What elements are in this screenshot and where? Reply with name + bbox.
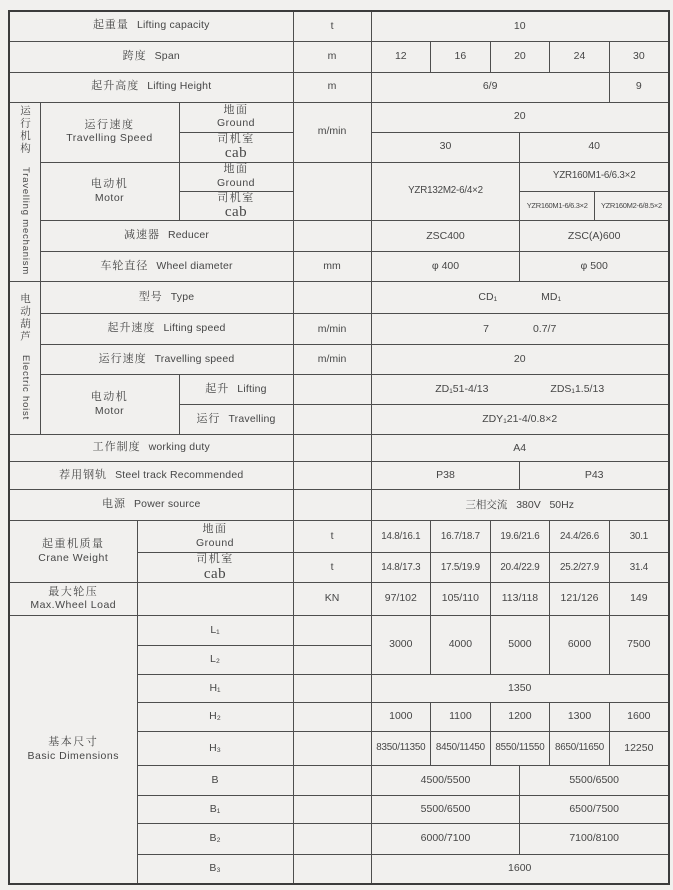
hoist-type-label (40, 282, 293, 314)
basic-dimensions-label (9, 616, 137, 884)
working-duty-label-en: working duty (148, 441, 210, 454)
wheel-diameter-label-zh: 车轮直径 (100, 259, 149, 272)
hoist-type-value-1: CD₁ (478, 291, 498, 304)
hoist-motor-lifting-unit-empty (293, 375, 371, 405)
steel-track-unit-empty (293, 462, 371, 490)
dim-l-value: 6000 (550, 616, 610, 675)
hoist-travelling-speed-label-zh: 运行速度 (98, 352, 147, 365)
max-wheel-load-value: 149 (609, 583, 669, 616)
basic-dimensions-label-zh: 基本尺寸 (48, 735, 99, 748)
wheel-diameter-left-value: φ 400 (371, 252, 520, 282)
mech-motor-label-en: Motor (94, 191, 125, 204)
steel-track-label-en: Steel track Recommended (115, 468, 244, 481)
crane-weight-cab-value: 20.4/22.9 (490, 553, 550, 583)
dim-l1-label: L₁ (137, 616, 293, 646)
dim-h2-label: H₂ (137, 703, 293, 732)
crane-weight-ground-value: 24.4/26.6 (550, 521, 610, 553)
crane-weight-ground-label (137, 521, 293, 553)
crane-weight-ground-en: Ground (196, 537, 235, 550)
power-source-label-en: Power source (133, 498, 201, 511)
hoist-lifting-speed-label-en: Lifting speed (163, 322, 226, 335)
dim-l1-unit-empty (293, 616, 371, 646)
power-source-value: 三相交流 380V 50Hz (371, 490, 669, 521)
mech-speed-unit: m/min (293, 102, 371, 162)
mech-motor-right-top-value: YZR160M1-6/6.3×2 (520, 162, 669, 191)
dim-l-value: 4000 (431, 616, 491, 675)
dim-b3-value: 1600 (371, 855, 669, 884)
dim-h2-value: 1200 (490, 703, 550, 732)
mech-speed-cab-zh: 司机室 (217, 132, 255, 145)
dim-b2-label: B₂ (137, 824, 293, 855)
hoist-lifting-speed-label-zh: 起升速度 (107, 322, 156, 335)
power-source-unit-empty (293, 490, 371, 521)
crane-weight-label-en: Crane Weight (38, 551, 109, 564)
crane-weight-label-zh: 起重机质量 (42, 538, 105, 551)
crane-weight-cab-unit: t (293, 553, 371, 583)
hoist-type-value-2: MD₁ (541, 291, 562, 304)
dim-l-value: 3000 (371, 616, 431, 675)
mech-motor-cab-en: cab (224, 204, 248, 221)
dim-b2-unit-empty (293, 824, 371, 855)
dim-h2-value: 1000 (371, 703, 431, 732)
hoist-travelling-speed-label-en: Travelling speed (154, 352, 235, 365)
crane-weight-cab-value: 31.4 (609, 553, 669, 583)
lifting-capacity-value: 10 (371, 11, 669, 41)
dim-b1-label: B₁ (137, 796, 293, 824)
hoist-type-values (371, 282, 669, 314)
reducer-right-value: ZSC(A)600 (520, 221, 669, 252)
crane-weight-cab-zh: 司机室 (196, 553, 234, 566)
mech-speed-ground-zh: 地面 (223, 103, 249, 116)
span-value: 30 (609, 41, 669, 72)
hoist-lifting-speed-label (40, 314, 293, 345)
dim-h1-unit-empty (293, 675, 371, 703)
reducer-label-en: Reducer (167, 229, 210, 242)
working-duty-unit-empty (293, 435, 371, 462)
mech-speed-cab-right: 40 (520, 132, 669, 162)
mech-motor-ground-zh: 地面 (223, 163, 249, 176)
steel-track-label-zh: 荐用钢轨 (59, 468, 108, 481)
crane-weight-ground-value: 19.6/21.6 (490, 521, 550, 553)
electric-hoist-strip-en: Electric hoist (20, 354, 32, 420)
max-wheel-load-label (9, 583, 137, 616)
max-wheel-load-label-en: Max.Wheel Load (30, 599, 117, 612)
section-electric-hoist (9, 282, 40, 435)
hoist-lifting-speed-value-1: 7 (483, 322, 489, 335)
mech-speed-cab-left: 30 (371, 132, 520, 162)
mech-speed-label (40, 102, 179, 162)
mech-motor-left-value: YZR132M2-6/4×2 (371, 162, 520, 221)
dim-h2-value: 1600 (609, 703, 669, 732)
crane-weight-ground-zh: 地面 (202, 523, 228, 536)
dim-h2-value: 1300 (550, 703, 610, 732)
hoist-motor-label-en: Motor (94, 405, 125, 418)
dim-h3-unit-empty (293, 732, 371, 766)
travelling-mechanism-strip-zh: 运行机构 (19, 104, 32, 155)
max-wheel-load-value: 97/102 (371, 583, 431, 616)
dim-b2-value: 7100/8100 (520, 824, 669, 855)
dim-b1-unit-empty (293, 796, 371, 824)
max-wheel-load-unit: KN (293, 583, 371, 616)
mech-speed-label-en: Travelling Speed (66, 132, 153, 145)
span-value: 20 (490, 41, 550, 72)
hoist-motor-lifting-value-1: ZD₁51-4/13 (435, 383, 489, 396)
dim-b1-value: 6500/7500 (520, 796, 669, 824)
lifting-height-label (9, 72, 293, 102)
mech-motor-right-bottom-left-value: YZR160M1-6/6.3×2 (520, 191, 594, 221)
reducer-label-zh: 减速器 (123, 229, 160, 242)
wheel-diameter-unit: mm (293, 252, 371, 282)
mech-speed-ground-label (179, 102, 293, 132)
hoist-motor-lifting-zh: 起升 (205, 382, 230, 395)
hoist-type-unit-empty (293, 282, 371, 314)
section-travelling-mechanism (9, 102, 40, 282)
crane-weight-cab-value: 25.2/27.9 (550, 553, 610, 583)
mech-motor-right-bottom-right-value: YZR160M2-6/8.5×2 (594, 191, 669, 221)
hoist-type-label-en: Type (170, 290, 195, 303)
steel-track-label (9, 462, 293, 490)
mech-speed-ground-value: 20 (371, 102, 669, 132)
max-wheel-load-value: 113/118 (490, 583, 550, 616)
span-value: 24 (550, 41, 610, 72)
dim-b-value: 5500/6500 (520, 766, 669, 796)
dim-l-value: 5000 (490, 616, 550, 675)
hoist-motor-lifting-value-2: ZDS₁1.5/13 (550, 383, 605, 396)
dim-h1-label: H₁ (137, 675, 293, 703)
span-value: 16 (431, 41, 491, 72)
mech-motor-label (40, 162, 179, 221)
hoist-travelling-speed-label (40, 345, 293, 375)
reducer-unit-empty (293, 221, 371, 252)
dim-b-value: 4500/5500 (371, 766, 520, 796)
wheel-diameter-label (40, 252, 293, 282)
reducer-left-value: ZSC400 (371, 221, 520, 252)
hoist-motor-label-zh: 电动机 (90, 391, 129, 404)
dim-h3-value: 12250 (609, 732, 669, 766)
hoist-motor-lifting-label (179, 375, 293, 405)
steel-track-right-value: P43 (520, 462, 669, 490)
lifting-capacity-unit: t (293, 11, 371, 41)
hoist-motor-travelling-value: ZDY₁21-4/0.8×2 (371, 405, 669, 435)
travelling-mechanism-strip-en: Travelling mechanism (20, 166, 32, 275)
dim-b3-unit-empty (293, 855, 371, 884)
basic-dimensions-label-en: Basic Dimensions (27, 749, 119, 762)
power-source-label (9, 490, 293, 521)
hoist-travelling-speed-value: 20 (371, 345, 669, 375)
crane-weight-cab-label (137, 553, 293, 583)
lifting-capacity-label (9, 11, 293, 41)
span-value: 12 (371, 41, 431, 72)
mech-motor-ground-en: Ground (217, 176, 256, 189)
hoist-lifting-speed-unit: m/min (293, 314, 371, 345)
dim-h3-label: H₃ (137, 732, 293, 766)
crane-weight-cab-value: 14.8/17.3 (371, 553, 431, 583)
mech-motor-ground-label (179, 162, 293, 191)
mech-motor-unit-empty (293, 162, 371, 221)
reducer-label (40, 221, 293, 252)
crane-weight-cab-value: 17.5/19.9 (431, 553, 491, 583)
lifting-height-main: 6/9 (371, 72, 609, 102)
mech-speed-cab-en: cab (224, 145, 248, 162)
hoist-motor-travelling-en: Travelling (228, 412, 276, 425)
dim-h3-value: 8650/11650 (550, 732, 610, 766)
hoist-travelling-speed-unit: m/min (293, 345, 371, 375)
hoist-type-label-zh: 型号 (138, 290, 163, 303)
crane-weight-ground-unit: t (293, 521, 371, 553)
hoist-motor-label (40, 375, 179, 435)
mech-motor-cab-zh: 司机室 (217, 191, 255, 204)
hoist-motor-lifting-values (371, 375, 669, 405)
hoist-motor-lifting-en: Lifting (237, 382, 267, 395)
dim-h1-value: 1350 (371, 675, 669, 703)
wheel-diameter-label-en: Wheel diameter (156, 259, 233, 272)
span-unit: m (293, 41, 371, 72)
mech-speed-cab-label (179, 132, 293, 162)
dim-b-label: B (137, 766, 293, 796)
dim-b3-label: B₃ (137, 855, 293, 884)
travelling-mechanism-strip (18, 105, 31, 275)
steel-track-left-value: P38 (371, 462, 520, 490)
span-label-en: Span (154, 49, 180, 62)
dim-h2-value: 1100 (431, 703, 491, 732)
crane-weight-ground-value: 16.7/18.7 (431, 521, 491, 553)
mech-motor-cab-label (179, 191, 293, 221)
crane-weight-label (9, 521, 137, 583)
dim-l2-label: L₂ (137, 646, 293, 675)
lifting-capacity-label-en: Lifting capacity (136, 19, 210, 32)
mech-motor-label-zh: 电动机 (90, 177, 129, 190)
dim-b2-value: 6000/7100 (371, 824, 520, 855)
span-label-zh: 跨度 (122, 49, 147, 62)
mech-speed-label-zh: 运行速度 (84, 118, 135, 131)
dim-h2-unit-empty (293, 703, 371, 732)
dim-b1-value: 5500/6500 (371, 796, 520, 824)
hoist-lifting-speed-value-2: 0.7/7 (532, 322, 557, 335)
working-duty-value: A4 (371, 435, 669, 462)
max-wheel-load-value: 105/110 (431, 583, 491, 616)
wheel-diameter-right-value: φ 500 (520, 252, 669, 282)
lifting-height-last: 9 (609, 72, 669, 102)
power-source-label-zh: 电源 (101, 498, 126, 511)
span-label (9, 41, 293, 72)
dim-h3-value: 8550/11550 (490, 732, 550, 766)
electric-hoist-strip-zh: 电动葫芦 (19, 292, 32, 343)
lifting-height-unit: m (293, 72, 371, 102)
electric-hoist-strip (18, 293, 31, 420)
lifting-height-label-en: Lifting Height (147, 80, 212, 93)
hoist-motor-travelling-zh: 运行 (196, 412, 221, 425)
dim-h3-value: 8350/11350 (371, 732, 431, 766)
working-duty-label-zh: 工作制度 (92, 441, 141, 454)
max-wheel-load-label-zh: 最大轮压 (48, 585, 99, 598)
dim-l-value: 7500 (609, 616, 669, 675)
hoist-lifting-speed-values (371, 314, 669, 345)
hoist-motor-travelling-label (179, 405, 293, 435)
crane-weight-ground-value: 30.1 (609, 521, 669, 553)
max-wheel-load-value: 121/126 (550, 583, 610, 616)
spec-table (8, 10, 670, 885)
lifting-height-label-zh: 起升高度 (91, 80, 140, 93)
crane-weight-ground-value: 14.8/16.1 (371, 521, 431, 553)
max-wheel-load-sub-empty (137, 583, 293, 616)
dim-b-unit-empty (293, 766, 371, 796)
mech-speed-ground-en: Ground (217, 117, 256, 130)
lifting-capacity-label-zh: 起重量 (92, 19, 129, 32)
dim-h3-value: 8450/11450 (431, 732, 491, 766)
crane-weight-cab-en: cab (203, 566, 227, 582)
dim-l2-unit-empty (293, 646, 371, 675)
hoist-motor-travelling-unit-empty (293, 405, 371, 435)
working-duty-label (9, 435, 293, 462)
